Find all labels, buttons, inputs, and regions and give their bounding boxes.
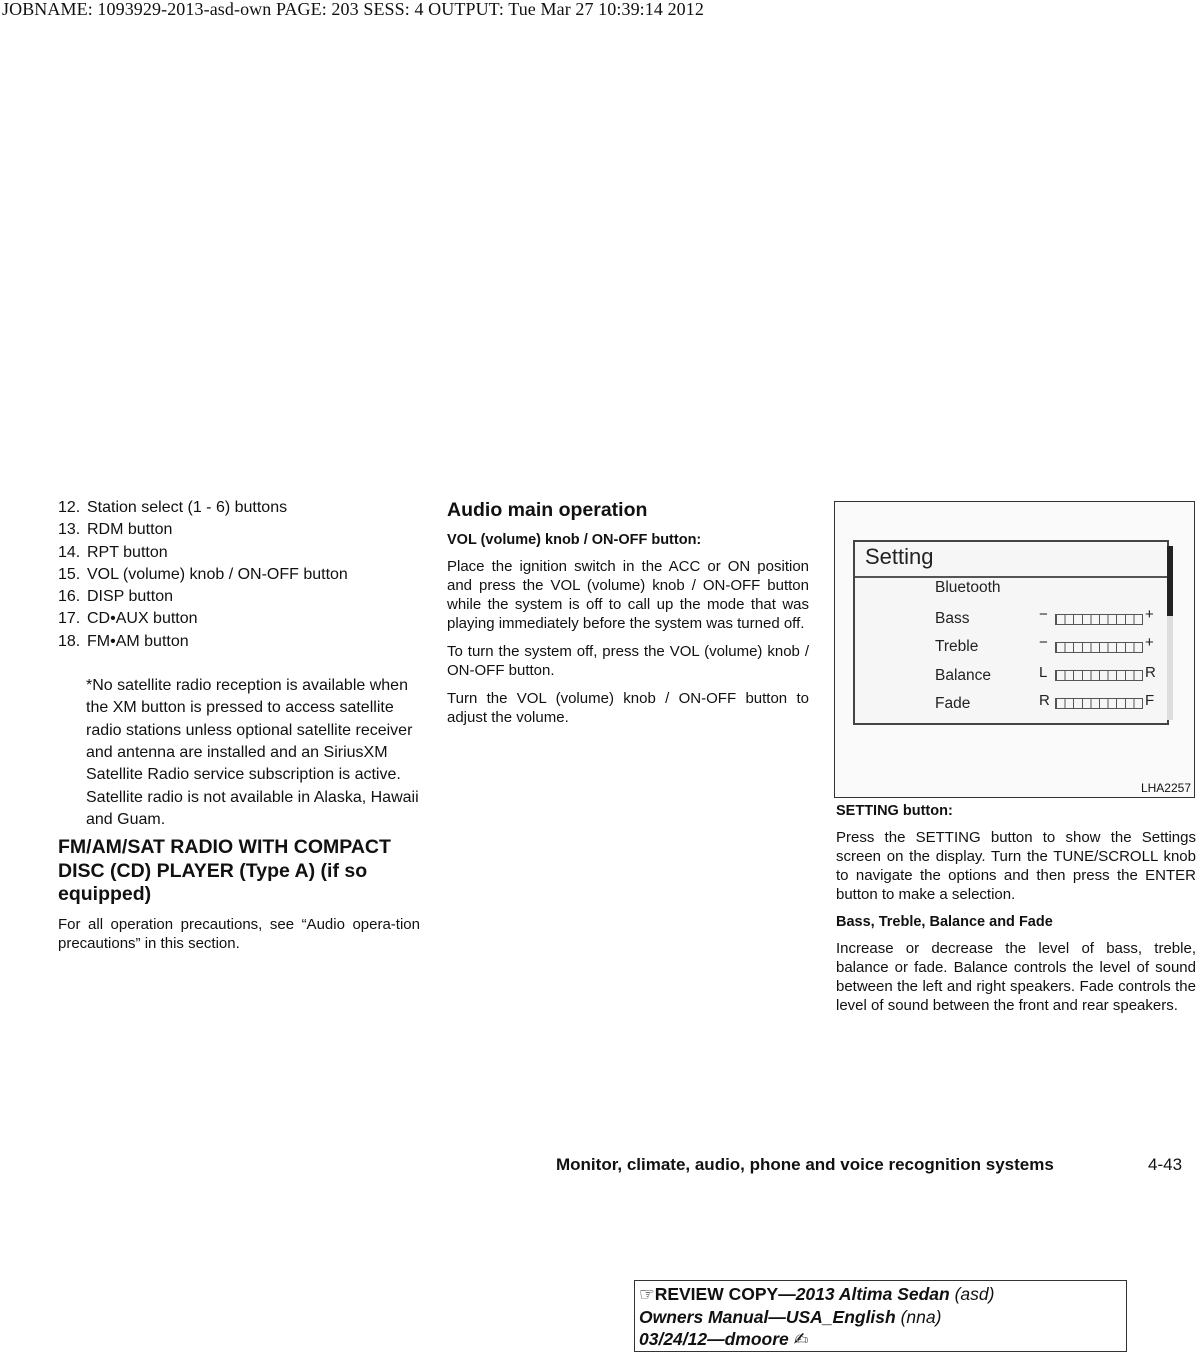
job-header: JOBNAME: 1093929-2013-asd-own PAGE: 203 SESS: 4 OUTPUT: Tue Mar 27 10:39:14 2012 xyxy=(2,0,704,19)
review-copy-box xyxy=(634,1280,1127,1352)
list-item: 18. FM•AM button xyxy=(58,632,189,650)
review-line-1: ☞REVIEW COPY—2013 Altima Sedan (asd) xyxy=(639,1284,995,1304)
review-line-2: Owners Manual—USA_English (nna) xyxy=(639,1306,942,1327)
paragraph: Increase or decrease the level of bass, treble, balance or fade. Balance controls the level of sound between the left and right speakers. Fade controls the level of sound between the front and rear speakers. xyxy=(836,940,1196,1014)
figure-label: LHA2257 xyxy=(1140,781,1191,795)
menu-item-treble: Treble xyxy=(935,638,979,655)
review-line-3: 03/24/12—dmoore ✍ xyxy=(639,1329,809,1349)
bass-plus: + xyxy=(1145,606,1154,623)
treble-minus: − xyxy=(1039,634,1048,651)
pointer-hand-icon: ☞ xyxy=(639,1284,655,1304)
list-item: 17. CD•AUX button xyxy=(58,610,198,628)
list-item: 12. Station select (1 - 6) buttons xyxy=(58,499,288,516)
right-column xyxy=(836,803,1196,1015)
screen-title: Setting xyxy=(865,544,934,569)
middle-column xyxy=(447,498,809,727)
treble-plus: + xyxy=(1145,634,1154,651)
menu-item-bass: Bass xyxy=(935,610,970,627)
page-number: 4-43 xyxy=(1148,1155,1183,1174)
scrollbar-thumb xyxy=(1167,546,1173,616)
footer-section-title: Monitor, climate, audio, phone and voice recognition systems xyxy=(556,1155,1054,1174)
list-item: 13. RDM button xyxy=(58,521,173,539)
menu-item-bluetooth: Bluetooth xyxy=(935,579,1001,596)
satellite-note: *No satellite radio reception is available when the XM button is pressed to access satellite radio stations unless optional satellite receiver and antenna are installed and an SiriusXM Satellite Radio service subscription is active. Satellite radio is not available in Alaska, Hawaii and Guam. xyxy=(86,677,419,828)
fade-rear: R xyxy=(1039,692,1050,709)
list-item: 15. VOL (volume) knob / ON-OFF button xyxy=(58,565,348,583)
setting-screen-figure xyxy=(834,501,1195,798)
menu-item-fade: Fade xyxy=(935,695,971,712)
setting-subheading: SETTING button: xyxy=(836,803,953,819)
writing-hand-icon: ✍ xyxy=(793,1329,809,1349)
fade-front: F xyxy=(1145,692,1155,709)
left-column xyxy=(58,497,420,953)
scrollbar xyxy=(1167,546,1173,720)
precautions-paragraph: For all operation precautions, see “Audio opera-tion precautions” in this section. xyxy=(58,915,420,952)
audio-main-heading: Audio main operation xyxy=(447,499,648,521)
fade-level-bar xyxy=(1055,698,1143,709)
balance-left: L xyxy=(1039,664,1048,681)
bass-level-bar xyxy=(1055,614,1143,625)
setting-screen xyxy=(853,540,1169,725)
balance-level-bar xyxy=(1055,670,1143,681)
menu-item-balance: Balance xyxy=(935,667,992,684)
divider xyxy=(855,576,1167,578)
control-list xyxy=(58,497,420,653)
vol-subheading: VOL (volume) knob / ON-OFF button: xyxy=(447,532,702,548)
list-item: 14. RPT button xyxy=(58,543,168,561)
paragraph: Place the ignition switch in the ACC or ON position and press the VOL (volume) knob / ON-OFF button while the system is off to call up the mode that was playing immediately before the system was turned off. xyxy=(447,558,809,632)
bass-treble-subheading: Bass, Treble, Balance and Fade xyxy=(836,914,1053,930)
paragraph: To turn the system off, press the VOL (volume) knob / ON-OFF button. xyxy=(447,643,809,679)
treble-level-bar xyxy=(1055,642,1143,653)
paragraph: Press the SETTING button to show the Settings screen on the display. Turn the TUNE/SCROLL knob to navigate the options and then press the ENTER button to make a selection. xyxy=(836,829,1196,903)
balance-right: R xyxy=(1145,664,1156,681)
bass-minus: − xyxy=(1039,606,1048,623)
paragraph: Turn the VOL (volume) knob / ON-OFF button to adjust the volume. xyxy=(447,690,809,726)
section-heading: FM/AM/SAT RADIO WITH COMPACT DISC (CD) PLAYER (Type A) (if so equipped) xyxy=(58,836,391,906)
list-item: 16. DISP button xyxy=(58,588,173,606)
